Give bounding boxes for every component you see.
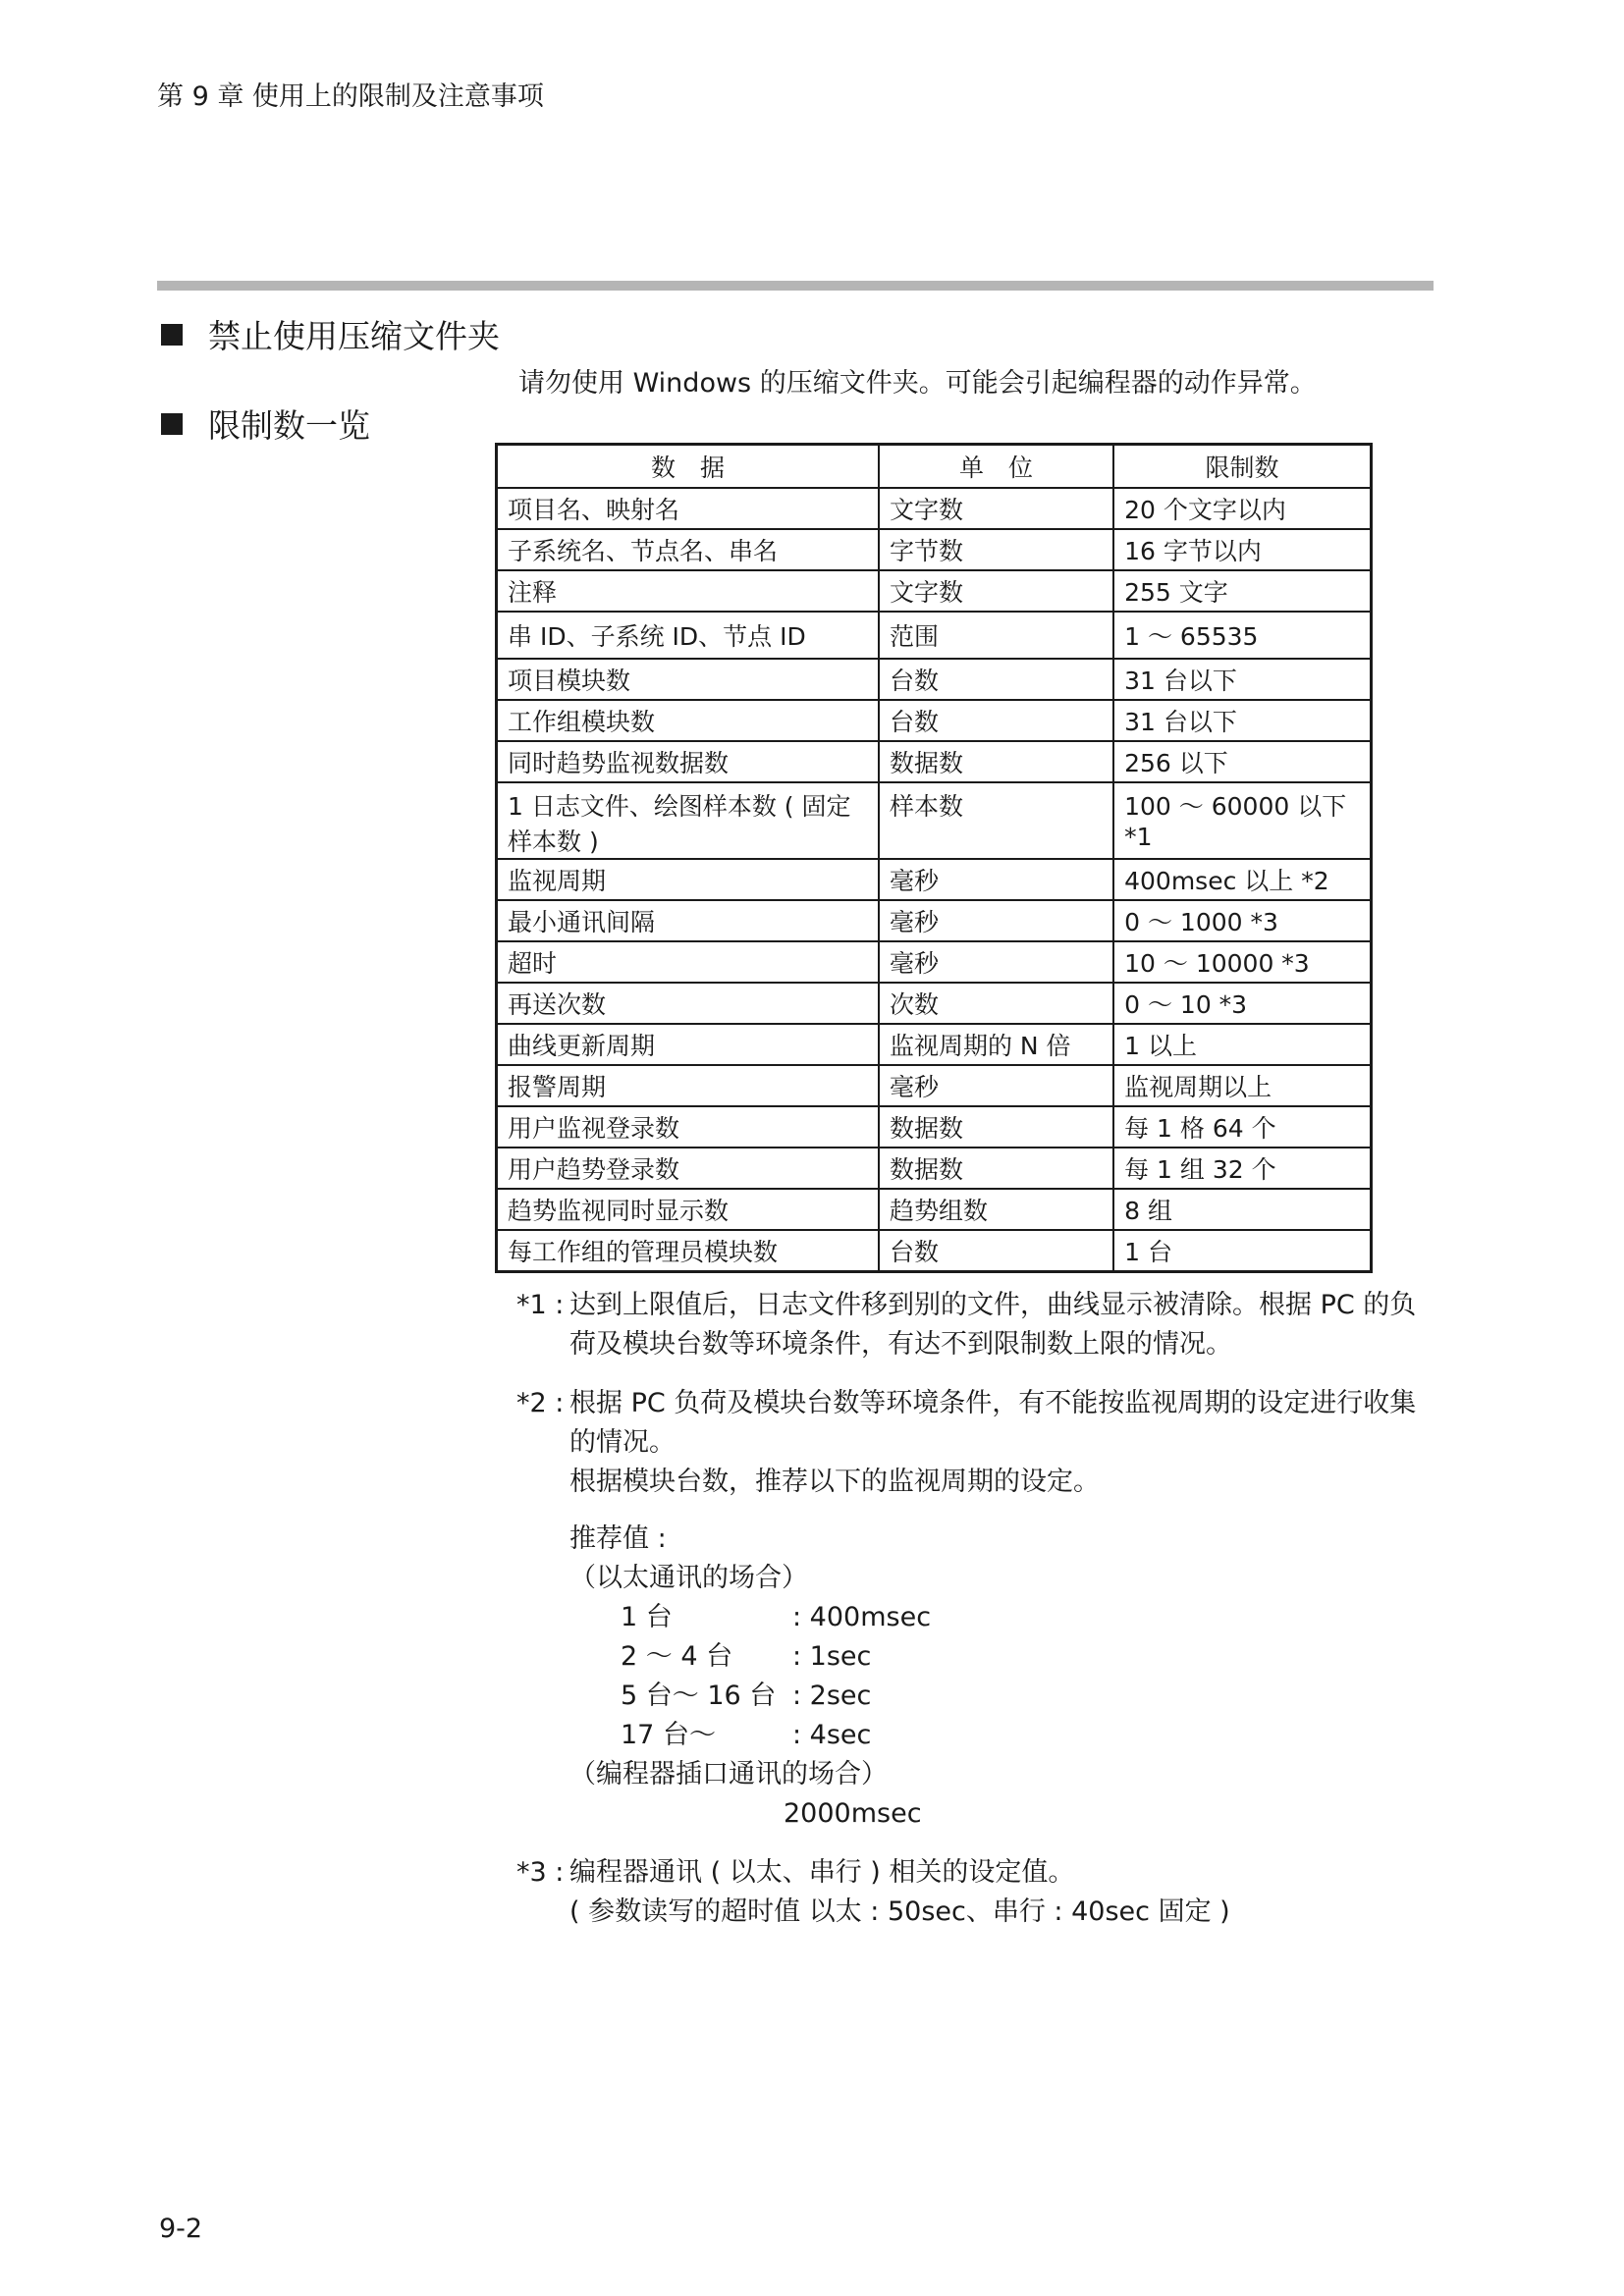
cell-data: 项目名、映射名 bbox=[497, 488, 879, 529]
square-bullet-icon bbox=[161, 324, 183, 346]
cell-unit: 次数 bbox=[879, 983, 1113, 1024]
reco-row bbox=[569, 1677, 1439, 1716]
section-title-text: 限制数一览 bbox=[208, 406, 370, 445]
table-row bbox=[497, 1106, 1372, 1148]
header-limit: 限制数 bbox=[1113, 445, 1371, 489]
cell-unit: 台数 bbox=[879, 1230, 1113, 1272]
limits-table bbox=[495, 443, 1373, 1273]
cell-limit: 10 ～ 10000 *3 bbox=[1113, 941, 1371, 983]
cell-unit: 台数 bbox=[879, 700, 1113, 741]
cell-limit: 0 ～ 10 *3 bbox=[1113, 983, 1371, 1024]
reco-period: : 2sec bbox=[792, 1681, 872, 1711]
header-data: 数 据 bbox=[497, 445, 879, 489]
cell-unit: 监视周期的 N 倍 bbox=[879, 1024, 1113, 1065]
reco-units: 17 台～ bbox=[621, 1720, 716, 1750]
footnote-1 bbox=[516, 1286, 1439, 1364]
cell-limit: 每 1 组 32 个 bbox=[1113, 1148, 1371, 1189]
table-row bbox=[497, 983, 1372, 1024]
table-row bbox=[497, 1065, 1372, 1106]
table-row bbox=[497, 488, 1372, 529]
reco-period: : 4sec bbox=[792, 1720, 872, 1750]
footnotes bbox=[516, 1286, 1439, 1951]
table-row bbox=[497, 1148, 1372, 1189]
cell-data: 报警周期 bbox=[497, 1065, 879, 1106]
footnote-text-2: ( 参数读写的超时值 以太 : 50sec、串行 : 40sec 固定 ) bbox=[569, 1896, 1230, 1927]
cell-limit: 16 字节以内 bbox=[1113, 529, 1371, 570]
cell-limit: 1 ～ 65535 bbox=[1113, 612, 1371, 659]
reco-period: : 400msec bbox=[792, 1602, 932, 1632]
reco-row bbox=[569, 1716, 1439, 1755]
section-title-compressed-folder bbox=[161, 311, 500, 357]
section-title-text: 禁止使用压缩文件夹 bbox=[208, 317, 500, 355]
cell-data: 最小通讯间隔 bbox=[497, 900, 879, 941]
table-row bbox=[497, 741, 1372, 782]
cell-limit: 20 个文字以内 bbox=[1113, 488, 1371, 529]
cell-limit: 1 台 bbox=[1113, 1230, 1371, 1272]
footnote-2 bbox=[516, 1384, 1439, 1834]
loader-value: 2000msec bbox=[784, 1798, 922, 1829]
table-row bbox=[497, 1189, 1372, 1230]
chapter-header: 第 9 章 使用上的限制及注意事项 bbox=[157, 81, 544, 112]
cell-unit: 毫秒 bbox=[879, 941, 1113, 983]
cell-limit: 1 以上 bbox=[1113, 1024, 1371, 1065]
cell-data: 再送次数 bbox=[497, 983, 879, 1024]
cell-unit: 台数 bbox=[879, 659, 1113, 700]
table-row bbox=[497, 1230, 1372, 1272]
cell-data: 子系统名、节点名、串名 bbox=[497, 529, 879, 570]
table-row bbox=[497, 659, 1372, 700]
cell-data: 用户监视登录数 bbox=[497, 1106, 879, 1148]
footnote-text: 达到上限值后，日志文件移到别的文件，曲线显示被清除。根据 PC 的负荷及模块台数等环境条件，有达不到限制数上限的情况。 bbox=[569, 1290, 1417, 1360]
footnote-text: 编程器通讯 ( 以太、串行 ) 相关的设定值。 bbox=[569, 1857, 1075, 1888]
cell-unit: 毫秒 bbox=[879, 900, 1113, 941]
cell-data: 同时趋势监视数据数 bbox=[497, 741, 879, 782]
cell-unit: 数据数 bbox=[879, 741, 1113, 782]
reco-row bbox=[569, 1598, 1439, 1637]
cell-limit: 400msec 以上 *2 bbox=[1113, 859, 1371, 900]
reco-units: 2 ～ 4 台 bbox=[621, 1641, 733, 1672]
cell-data: 趋势监视同时显示数 bbox=[497, 1189, 879, 1230]
footnote-text-2: 根据模块台数，推荐以下的监视周期的设定。 bbox=[569, 1467, 1100, 1497]
table-row bbox=[497, 941, 1372, 983]
page-number: 9-2 bbox=[159, 2214, 203, 2244]
cell-data: 注释 bbox=[497, 570, 879, 612]
section-title-limits bbox=[161, 400, 370, 447]
cell-limit: 监视周期以上 bbox=[1113, 1065, 1371, 1106]
table-row bbox=[497, 700, 1372, 741]
cell-data: 曲线更新周期 bbox=[497, 1024, 879, 1065]
table-row bbox=[497, 782, 1372, 859]
table-row bbox=[497, 900, 1372, 941]
footnote-3 bbox=[516, 1853, 1439, 1932]
footnote-text: 根据 PC 负荷及模块台数等环境条件，有不能按监视周期的设定进行收集的情况。 bbox=[569, 1388, 1417, 1458]
cell-unit: 文字数 bbox=[879, 570, 1113, 612]
cell-limit: 256 以下 bbox=[1113, 741, 1371, 782]
table-row bbox=[497, 570, 1372, 612]
cell-data: 项目模块数 bbox=[497, 659, 879, 700]
footnote-mark: *2 : bbox=[516, 1388, 565, 1418]
ethernet-label: （以太通讯的场合） bbox=[569, 1563, 808, 1593]
cell-unit: 样本数 bbox=[879, 782, 1113, 859]
cell-unit: 数据数 bbox=[879, 1148, 1113, 1189]
table-row bbox=[497, 859, 1372, 900]
reco-row bbox=[569, 1637, 1439, 1677]
cell-unit: 数据数 bbox=[879, 1106, 1113, 1148]
cell-limit: 31 台以下 bbox=[1113, 700, 1371, 741]
cell-unit: 毫秒 bbox=[879, 859, 1113, 900]
cell-data: 工作组模块数 bbox=[497, 700, 879, 741]
table-row bbox=[497, 529, 1372, 570]
footnote-mark: *1 : bbox=[516, 1290, 565, 1320]
footnote-mark: *3 : bbox=[516, 1857, 565, 1888]
reco-units: 1 台 bbox=[621, 1602, 673, 1632]
cell-limit: 255 文字 bbox=[1113, 570, 1371, 612]
cell-limit: 31 台以下 bbox=[1113, 659, 1371, 700]
square-bullet-icon bbox=[161, 413, 183, 435]
recommended-label: 推荐值 : bbox=[569, 1523, 667, 1554]
section-divider bbox=[157, 281, 1434, 291]
cell-limit: 8 组 bbox=[1113, 1189, 1371, 1230]
table-header-row bbox=[497, 445, 1372, 489]
cell-data: 每工作组的管理员模块数 bbox=[497, 1230, 879, 1272]
table-row bbox=[497, 612, 1372, 659]
cell-unit: 字节数 bbox=[879, 529, 1113, 570]
compressed-folder-text: 请勿使用 Windows 的压缩文件夹。可能会引起编程器的动作异常。 bbox=[518, 368, 1317, 399]
cell-data: 用户趋势登录数 bbox=[497, 1148, 879, 1189]
cell-unit: 毫秒 bbox=[879, 1065, 1113, 1106]
cell-limit: 0 ～ 1000 *3 bbox=[1113, 900, 1371, 941]
cell-data: 超时 bbox=[497, 941, 879, 983]
cell-limit: 每 1 格 64 个 bbox=[1113, 1106, 1371, 1148]
table-row bbox=[497, 1024, 1372, 1065]
cell-limit: 100 ～ 60000 以下 *1 bbox=[1113, 782, 1371, 859]
cell-data: 监视周期 bbox=[497, 859, 879, 900]
reco-units: 5 台～ 16 台 bbox=[621, 1681, 777, 1711]
cell-data: 串 ID、子系统 ID、节点 ID bbox=[497, 612, 879, 659]
cell-data: 1 日志文件、绘图样本数 ( 固定样本数 ) bbox=[497, 782, 879, 859]
reco-period: : 1sec bbox=[792, 1641, 872, 1672]
cell-unit: 趋势组数 bbox=[879, 1189, 1113, 1230]
cell-unit: 范围 bbox=[879, 612, 1113, 659]
header-unit: 单 位 bbox=[879, 445, 1113, 489]
loader-label: （编程器插口通讯的场合） bbox=[569, 1759, 888, 1789]
cell-unit: 文字数 bbox=[879, 488, 1113, 529]
